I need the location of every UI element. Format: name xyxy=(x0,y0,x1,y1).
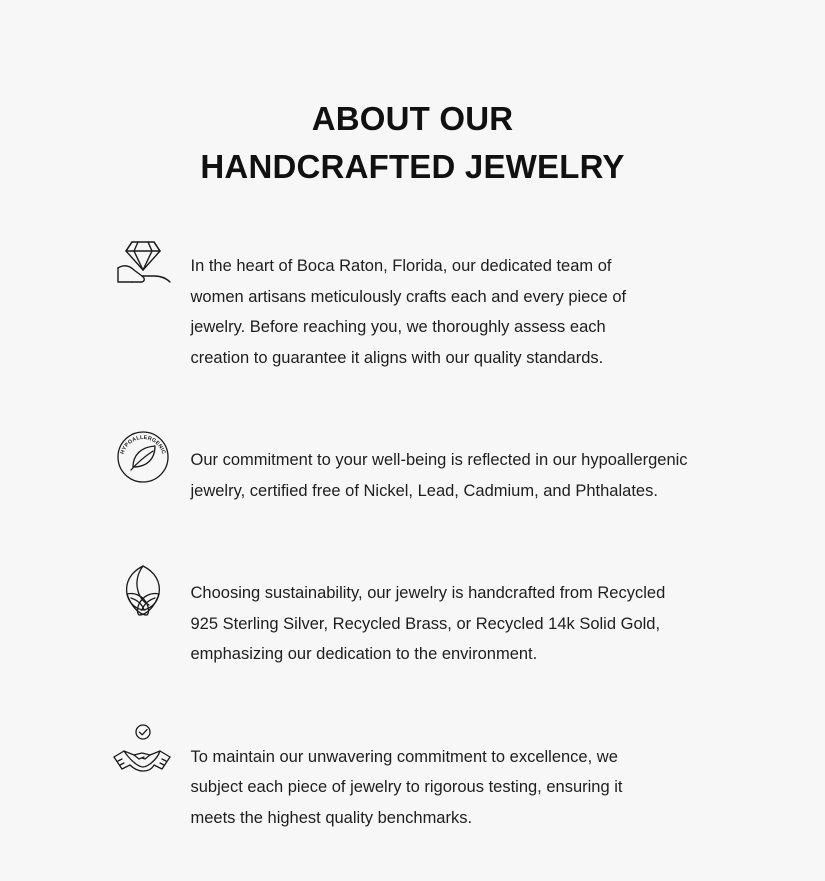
page-title xyxy=(200,95,624,191)
list-item xyxy=(107,717,767,850)
list-item xyxy=(107,421,767,523)
feature-list xyxy=(107,227,767,881)
page-title-line-1: ABOUT OUR xyxy=(311,100,514,137)
page-title-line-2: HANDCRAFTED JEWELRY xyxy=(200,147,625,185)
list-item-text: In the heart of Boca Raton, Florida, our dedicated team of women artisans meticulously crafts each and every piece of jewelry. Before reaching you, we thoroughly assess each creation to guarantee it aligns with our quality standards. xyxy=(190,257,627,367)
list-item xyxy=(107,554,767,687)
list-item-text: Our commitment to your well-being is reflected in our hypoallergenic jewelry, certified free of Nickel, Lead, Cadmium, and Phthalates. xyxy=(190,451,688,500)
diamond-in-hand-icon xyxy=(107,227,179,299)
list-item-text: Choosing sustainability, our jewelry is handcrafted from Recycled 925 Sterling Silver, Recycled Brass, or Recycled 14k Solid Gold, emphasizing our dedication to the environment. xyxy=(190,584,666,664)
list-item-text: To maintain our unwavering commitment to excellence, we subject each piece of jewelry to rigorous testing, ensuring it meets the highest quality benchmarks. xyxy=(190,747,623,827)
hypoallergenic-badge-label: HYPOALLERGENIC xyxy=(119,434,166,455)
list-item xyxy=(107,227,767,390)
recycled-leaves-icon xyxy=(107,554,179,626)
handshake-check-icon xyxy=(107,717,179,789)
hypoallergenic-leaf-badge-icon xyxy=(107,421,179,493)
